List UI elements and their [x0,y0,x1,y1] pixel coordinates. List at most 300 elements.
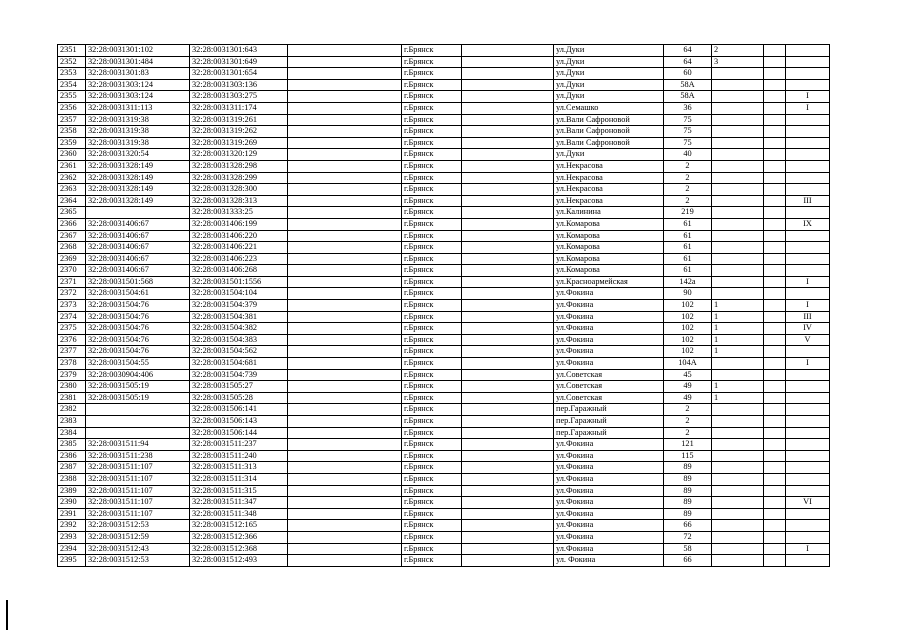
parcel-cadastral-cell [86,416,190,428]
parcel-cadastral-cell: 32:28:0031511:107 [86,485,190,497]
city-cell: г.Брянск [402,427,462,439]
empty-cell [462,439,554,451]
object-cadastral-cell: 32:28:0031504:681 [190,358,288,370]
city-cell: г.Брянск [402,346,462,358]
table-row [58,207,830,219]
parcel-cadastral-cell: 32:28:0031301:484 [86,56,190,68]
table-row [58,230,830,242]
empty-cell [462,416,554,428]
table-row [58,473,830,485]
empty-cell [288,265,402,277]
street-cell: ул.Фокина [554,439,664,451]
object-cadastral-cell: 32:28:0031505:28 [190,392,288,404]
table-row [58,311,830,323]
object-cadastral-cell: 32:28:0031301:649 [190,56,288,68]
parcel-cadastral-cell: 32:28:0031504:55 [86,358,190,370]
street-cell: ул.Комарова [554,253,664,265]
empty-cell [764,439,786,451]
house-number-cell: 61 [664,230,712,242]
street-cell: ул.Фокина [554,497,664,509]
empty-cell [764,427,786,439]
empty-cell [288,45,402,57]
street-cell: ул.Некрасова [554,195,664,207]
street-cell: ул.Комарова [554,218,664,230]
room-roman-cell: VI [786,497,830,509]
house-number-cell: 58 [664,543,712,555]
row-number-cell: 2359 [58,137,86,149]
unit-cell: 1 [712,392,764,404]
empty-cell [462,172,554,184]
empty-cell [462,346,554,358]
row-number-cell: 2355 [58,91,86,103]
row-number-cell: 2371 [58,276,86,288]
parcel-cadastral-cell: 32:28:0031320:54 [86,149,190,161]
house-number-cell: 36 [664,102,712,114]
city-cell: г.Брянск [402,102,462,114]
table-row [58,543,830,555]
parcel-cadastral-cell: 32:28:0031504:76 [86,334,190,346]
empty-cell [764,531,786,543]
room-roman-cell [786,230,830,242]
house-number-cell: 102 [664,346,712,358]
table-row [58,56,830,68]
object-cadastral-cell: 32:28:0031319:262 [190,126,288,138]
empty-cell [764,137,786,149]
row-number-cell: 2383 [58,416,86,428]
object-cadastral-cell: 32:28:0031406:199 [190,218,288,230]
parcel-cadastral-cell: 32:28:0031511:107 [86,473,190,485]
empty-cell [288,473,402,485]
table-row [58,427,830,439]
street-cell: пер.Гаражный [554,416,664,428]
table-row [58,126,830,138]
empty-cell [288,358,402,370]
unit-cell [712,485,764,497]
object-cadastral-cell: 32:28:0031301:643 [190,45,288,57]
margin-mark [6,600,8,630]
unit-cell: 1 [712,300,764,312]
empty-cell [764,450,786,462]
unit-cell: 1 [712,311,764,323]
room-roman-cell [786,288,830,300]
parcel-cadastral-cell: 32:28:0031511:107 [86,508,190,520]
parcel-cadastral-cell: 32:28:0031301:83 [86,68,190,80]
empty-cell [288,195,402,207]
empty-cell [462,68,554,80]
city-cell: г.Брянск [402,497,462,509]
unit-cell [712,114,764,126]
parcel-cadastral-cell: 32:28:0031504:76 [86,311,190,323]
object-cadastral-cell: 32:28:0031504:739 [190,369,288,381]
empty-cell [764,497,786,509]
row-number-cell: 2357 [58,114,86,126]
empty-cell [288,288,402,300]
parcel-cadastral-cell [86,427,190,439]
parcel-cadastral-cell: 32:28:0031504:76 [86,323,190,335]
unit-cell [712,230,764,242]
empty-cell [764,334,786,346]
object-cadastral-cell: 32:28:0031320:129 [190,149,288,161]
unit-cell [712,207,764,219]
house-number-cell: 89 [664,462,712,474]
table-row [58,195,830,207]
table-row [58,91,830,103]
house-number-cell: 2 [664,427,712,439]
empty-cell [288,450,402,462]
house-number-cell: 64 [664,56,712,68]
object-cadastral-cell: 32:28:0031506:144 [190,427,288,439]
empty-cell [764,126,786,138]
city-cell: г.Брянск [402,473,462,485]
street-cell: ул.Дуки [554,79,664,91]
row-number-cell: 2361 [58,160,86,172]
room-roman-cell [786,462,830,474]
empty-cell [462,218,554,230]
empty-cell [764,346,786,358]
unit-cell [712,195,764,207]
object-cadastral-cell: 32:28:0031328:300 [190,184,288,196]
city-cell: г.Брянск [402,462,462,474]
empty-cell [288,91,402,103]
row-number-cell: 2365 [58,207,86,219]
row-number-cell: 2363 [58,184,86,196]
empty-cell [288,497,402,509]
empty-cell [764,288,786,300]
room-roman-cell [786,160,830,172]
city-cell: г.Брянск [402,126,462,138]
object-cadastral-cell: 32:28:0031406:223 [190,253,288,265]
row-number-cell: 2382 [58,404,86,416]
empty-cell [764,56,786,68]
table-row [58,300,830,312]
city-cell: г.Брянск [402,45,462,57]
empty-cell [462,253,554,265]
city-cell: г.Брянск [402,508,462,520]
empty-cell [764,381,786,393]
object-cadastral-cell: 32:28:0031511:237 [190,439,288,451]
city-cell: г.Брянск [402,137,462,149]
row-number-cell: 2351 [58,45,86,57]
street-cell: ул.Фокина [554,334,664,346]
house-number-cell: 89 [664,508,712,520]
row-number-cell: 2376 [58,334,86,346]
table-row [58,172,830,184]
house-number-cell: 104А [664,358,712,370]
object-cadastral-cell: 32:28:0031512:493 [190,555,288,567]
empty-cell [462,126,554,138]
empty-cell [462,497,554,509]
table-row [58,497,830,509]
street-cell: ул.Комарова [554,265,664,277]
street-cell: ул.Калинина [554,207,664,219]
empty-cell [764,172,786,184]
empty-cell [462,114,554,126]
table-row [58,79,830,91]
empty-cell [764,508,786,520]
empty-cell [288,68,402,80]
empty-cell [288,416,402,428]
room-roman-cell [786,137,830,149]
street-cell: ул.Дуки [554,45,664,57]
empty-cell [462,207,554,219]
empty-cell [764,149,786,161]
room-roman-cell [786,381,830,393]
object-cadastral-cell: 32:28:0031512:366 [190,531,288,543]
parcel-cadastral-cell [86,207,190,219]
object-cadastral-cell: 32:28:0031333:25 [190,207,288,219]
empty-cell [288,56,402,68]
empty-cell [462,311,554,323]
row-number-cell: 2388 [58,473,86,485]
empty-cell [764,369,786,381]
empty-cell [764,485,786,497]
table-row [58,450,830,462]
row-number-cell: 2373 [58,300,86,312]
empty-cell [764,323,786,335]
city-cell: г.Брянск [402,91,462,103]
city-cell: г.Брянск [402,416,462,428]
street-cell: ул.Советская [554,392,664,404]
parcel-cadastral-cell: 32:28:0031328:149 [86,160,190,172]
house-number-cell: 142а [664,276,712,288]
house-number-cell: 75 [664,114,712,126]
parcel-cadastral-cell: 32:28:0031328:149 [86,172,190,184]
empty-cell [288,462,402,474]
empty-cell [764,102,786,114]
room-roman-cell [786,126,830,138]
street-cell: ул.Фокина [554,323,664,335]
city-cell: г.Брянск [402,381,462,393]
room-roman-cell [786,346,830,358]
house-number-cell: 58А [664,79,712,91]
object-cadastral-cell: 32:28:0031501:1556 [190,276,288,288]
object-cadastral-cell: 32:28:0031505:27 [190,381,288,393]
empty-cell [288,543,402,555]
room-roman-cell [786,149,830,161]
parcel-cadastral-cell: 32:28:0031511:107 [86,497,190,509]
house-number-cell: 45 [664,369,712,381]
house-number-cell: 102 [664,300,712,312]
city-cell: г.Брянск [402,300,462,312]
object-cadastral-cell: 32:28:0031319:269 [190,137,288,149]
house-number-cell: 102 [664,311,712,323]
unit-cell: 1 [712,323,764,335]
empty-cell [462,195,554,207]
object-cadastral-cell: 32:28:0031301:654 [190,68,288,80]
house-number-cell: 66 [664,520,712,532]
house-number-cell: 75 [664,126,712,138]
table-row [58,520,830,532]
unit-cell [712,276,764,288]
empty-cell [288,114,402,126]
house-number-cell: 89 [664,473,712,485]
object-cadastral-cell: 32:28:0031303:136 [190,79,288,91]
empty-cell [462,276,554,288]
room-roman-cell: I [786,543,830,555]
empty-cell [764,265,786,277]
object-cadastral-cell: 32:28:0031319:261 [190,114,288,126]
table-row [58,462,830,474]
street-cell: ул.Некрасова [554,160,664,172]
room-roman-cell: IV [786,323,830,335]
empty-cell [462,358,554,370]
empty-cell [764,520,786,532]
empty-cell [764,184,786,196]
unit-cell [712,497,764,509]
house-number-cell: 61 [664,253,712,265]
city-cell: г.Брянск [402,172,462,184]
row-number-cell: 2392 [58,520,86,532]
unit-cell [712,520,764,532]
unit-cell: 3 [712,56,764,68]
unit-cell [712,102,764,114]
street-cell: ул.Фокина [554,520,664,532]
object-cadastral-cell: 32:28:0031504:383 [190,334,288,346]
table-row [58,114,830,126]
empty-cell [288,300,402,312]
table-row [58,439,830,451]
room-roman-cell: I [786,91,830,103]
empty-cell [764,253,786,265]
room-roman-cell [786,520,830,532]
empty-cell [764,543,786,555]
empty-cell [462,45,554,57]
room-roman-cell [786,172,830,184]
city-cell: г.Брянск [402,195,462,207]
parcel-cadastral-cell: 32:28:0031504:76 [86,300,190,312]
empty-cell [462,184,554,196]
unit-cell [712,439,764,451]
house-number-cell: 2 [664,160,712,172]
object-cadastral-cell: 32:28:0031511:347 [190,497,288,509]
city-cell: г.Брянск [402,543,462,555]
room-roman-cell [786,79,830,91]
unit-cell [712,160,764,172]
house-number-cell: 2 [664,195,712,207]
empty-cell [764,230,786,242]
parcel-cadastral-cell: 32:28:0031512:53 [86,520,190,532]
parcel-cadastral-cell: 32:28:0031303:124 [86,91,190,103]
row-number-cell: 2374 [58,311,86,323]
street-cell: ул.Дуки [554,91,664,103]
row-number-cell: 2362 [58,172,86,184]
unit-cell [712,508,764,520]
city-cell: г.Брянск [402,485,462,497]
table-row [58,218,830,230]
row-number-cell: 2354 [58,79,86,91]
empty-cell [764,242,786,254]
empty-cell [462,531,554,543]
empty-cell [462,137,554,149]
house-number-cell: 2 [664,184,712,196]
object-cadastral-cell: 32:28:0031511:315 [190,485,288,497]
house-number-cell: 115 [664,450,712,462]
house-number-cell: 61 [664,242,712,254]
house-number-cell: 49 [664,392,712,404]
parcel-cadastral-cell: 32:28:0031303:124 [86,79,190,91]
street-cell: ул.Фокина [554,531,664,543]
city-cell: г.Брянск [402,369,462,381]
unit-cell: 1 [712,334,764,346]
object-cadastral-cell: 32:28:0031504:379 [190,300,288,312]
street-cell: ул.Фокина [554,450,664,462]
empty-cell [462,427,554,439]
room-roman-cell [786,555,830,567]
street-cell: ул.Семашко [554,102,664,114]
room-roman-cell [786,531,830,543]
house-number-cell: 102 [664,323,712,335]
house-number-cell: 61 [664,218,712,230]
register-sheet [57,44,830,567]
parcel-cadastral-cell: 32:28:0031319:38 [86,114,190,126]
empty-cell [462,288,554,300]
empty-cell [764,207,786,219]
empty-cell [288,102,402,114]
street-cell: ул.Фокина [554,288,664,300]
house-number-cell: 66 [664,555,712,567]
table-row [58,68,830,80]
table-row [58,149,830,161]
table-row [58,381,830,393]
unit-cell: 2 [712,45,764,57]
city-cell: г.Брянск [402,230,462,242]
row-number-cell: 2379 [58,369,86,381]
empty-cell [462,242,554,254]
street-cell: ул.Фокина [554,508,664,520]
parcel-cadastral-cell: 32:28:0031512:43 [86,543,190,555]
unit-cell [712,126,764,138]
room-roman-cell [786,265,830,277]
room-roman-cell [786,450,830,462]
empty-cell [462,300,554,312]
parcel-cadastral-cell: 32:28:0031406:67 [86,230,190,242]
empty-cell [462,520,554,532]
city-cell: г.Брянск [402,218,462,230]
row-number-cell: 2395 [58,555,86,567]
street-cell: ул.Фокина [554,485,664,497]
unit-cell [712,473,764,485]
empty-cell [764,404,786,416]
empty-cell [764,462,786,474]
house-number-cell: 64 [664,45,712,57]
room-roman-cell [786,253,830,265]
room-roman-cell [786,242,830,254]
room-roman-cell [786,404,830,416]
house-number-cell: 72 [664,531,712,543]
parcel-cadastral-cell: 32:28:0031511:107 [86,462,190,474]
empty-cell [288,427,402,439]
table-row [58,334,830,346]
object-cadastral-cell: 32:28:0031504:382 [190,323,288,335]
unit-cell: 1 [712,381,764,393]
parcel-cadastral-cell: 32:28:0030904:406 [86,369,190,381]
room-roman-cell [786,473,830,485]
city-cell: г.Брянск [402,265,462,277]
object-cadastral-cell: 32:28:0031311:174 [190,102,288,114]
row-number-cell: 2394 [58,543,86,555]
unit-cell [712,462,764,474]
row-number-cell: 2364 [58,195,86,207]
parcel-cadastral-cell: 32:28:0031301:102 [86,45,190,57]
house-number-cell: 60 [664,68,712,80]
unit-cell [712,427,764,439]
parcel-cadastral-cell: 32:28:0031511:94 [86,439,190,451]
object-cadastral-cell: 32:28:0031328:299 [190,172,288,184]
empty-cell [462,381,554,393]
empty-cell [462,334,554,346]
table-row [58,416,830,428]
unit-cell [712,265,764,277]
